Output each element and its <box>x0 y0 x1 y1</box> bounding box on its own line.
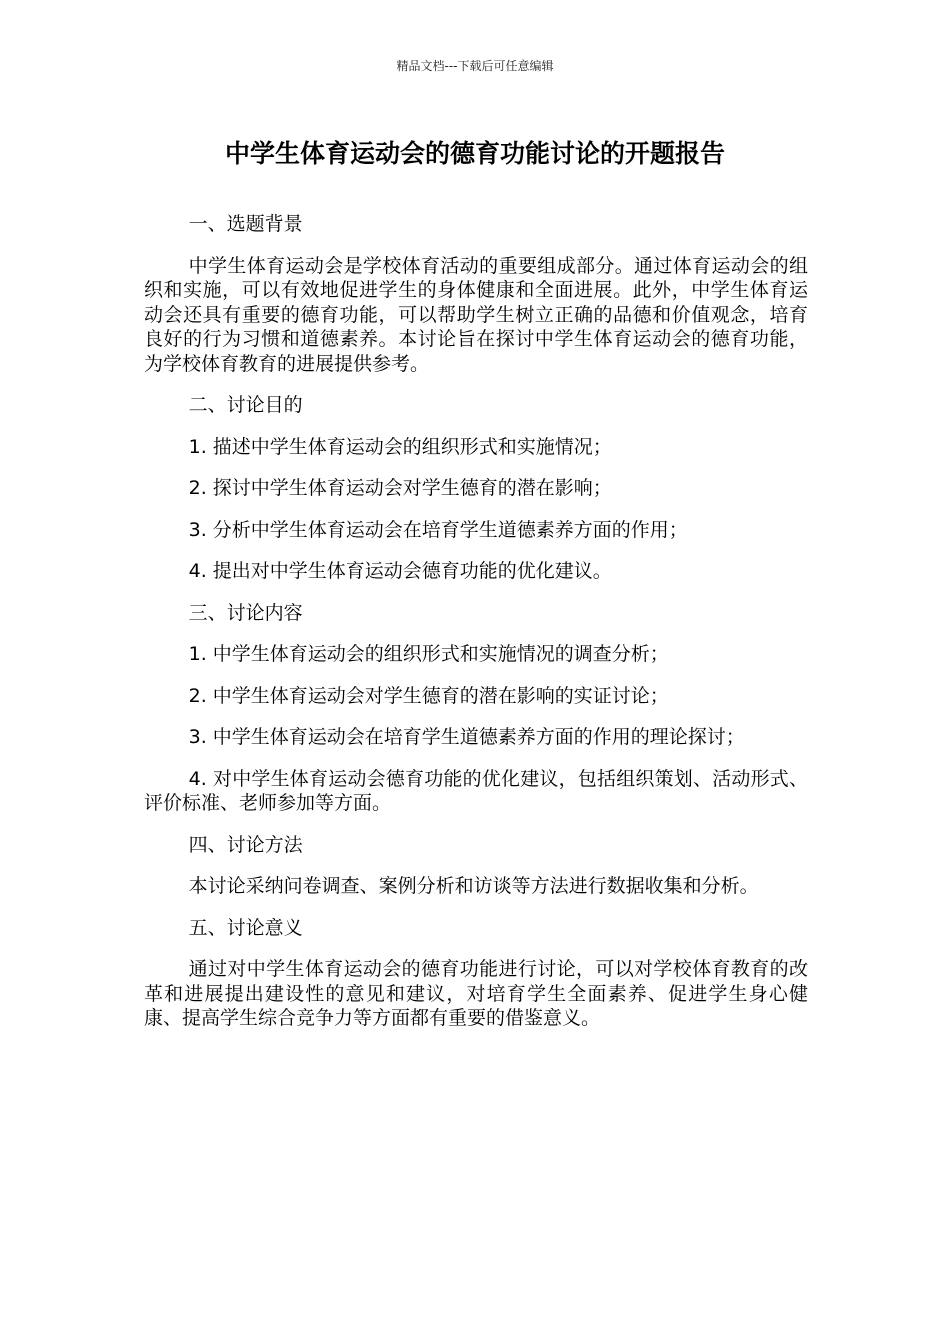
purpose-item-2: 2. 探讨中学生体育运动会对学生德育的潜在影响； <box>188 477 612 499</box>
document-title: 中学生体育运动会的德育功能讨论的开题报告 <box>224 139 725 168</box>
section-heading-content: 三、讨论内容 <box>188 601 303 624</box>
paragraph-method: 本讨论采纳问卷调查、案例分析和访谈等方法进行数据收集和分析。 <box>188 875 759 897</box>
purpose-item-4: 4. 提出对中学生体育运动会德育功能的优化建议。 <box>188 560 612 582</box>
section-heading-method: 四、讨论方法 <box>188 833 303 856</box>
content-item-1: 1. 中学生体育运动会的组织形式和实施情况的调查分析； <box>188 643 669 665</box>
page-header-note: 精品文档---下载后可任意编辑 <box>396 59 554 73</box>
content-item-2: 2. 中学生体育运动会对学生德育的潜在影响的实证讨论； <box>188 684 669 707</box>
section-heading-significance: 五、讨论意义 <box>188 916 303 939</box>
paragraph-background: 中学生体育运动会是学校体育活动的重要组成部分。通过体育运动会的组织和实施，可以有效地促进学生的身体健康和全面进展。此外，中学生体育运动会还具有重要的德育功能，可以帮助学生树立正确的品德和价值观念，培育良好的行为习惯和道德素养。本讨论旨在探讨中学生体育运动会的德育功能，为学校体育教育的进展提供参考。 <box>144 254 808 375</box>
purpose-item-3: 3. 分析中学生体育运动会在培育学生道德素养方面的作用； <box>188 518 688 541</box>
content-item-4: 4. 对中学生体育运动会德育功能的优化建议，包括组织策划、活动形式、评价标准、老师参加等方面。 <box>144 767 808 814</box>
section-heading-background: 一、选题背景 <box>188 213 303 235</box>
purpose-item-1: 1. 描述中学生体育运动会的组织形式和实施情况； <box>188 435 612 458</box>
section-heading-purpose: 二、讨论目的 <box>188 394 303 416</box>
paragraph-significance: 通过对中学生体育运动会的德育功能进行讨论，可以对学校体育教育的改革和进展提出建设性的意见和建议，对培育学生全面素养、促进学生身心健康、提高学生综合竞争力等方面都有重要的借鉴意义。 <box>144 958 808 1029</box>
document-body <box>144 212 808 1031</box>
content-item-3: 3. 中学生体育运动会在培育学生道德素养方面的作用的理论探讨； <box>188 726 745 748</box>
